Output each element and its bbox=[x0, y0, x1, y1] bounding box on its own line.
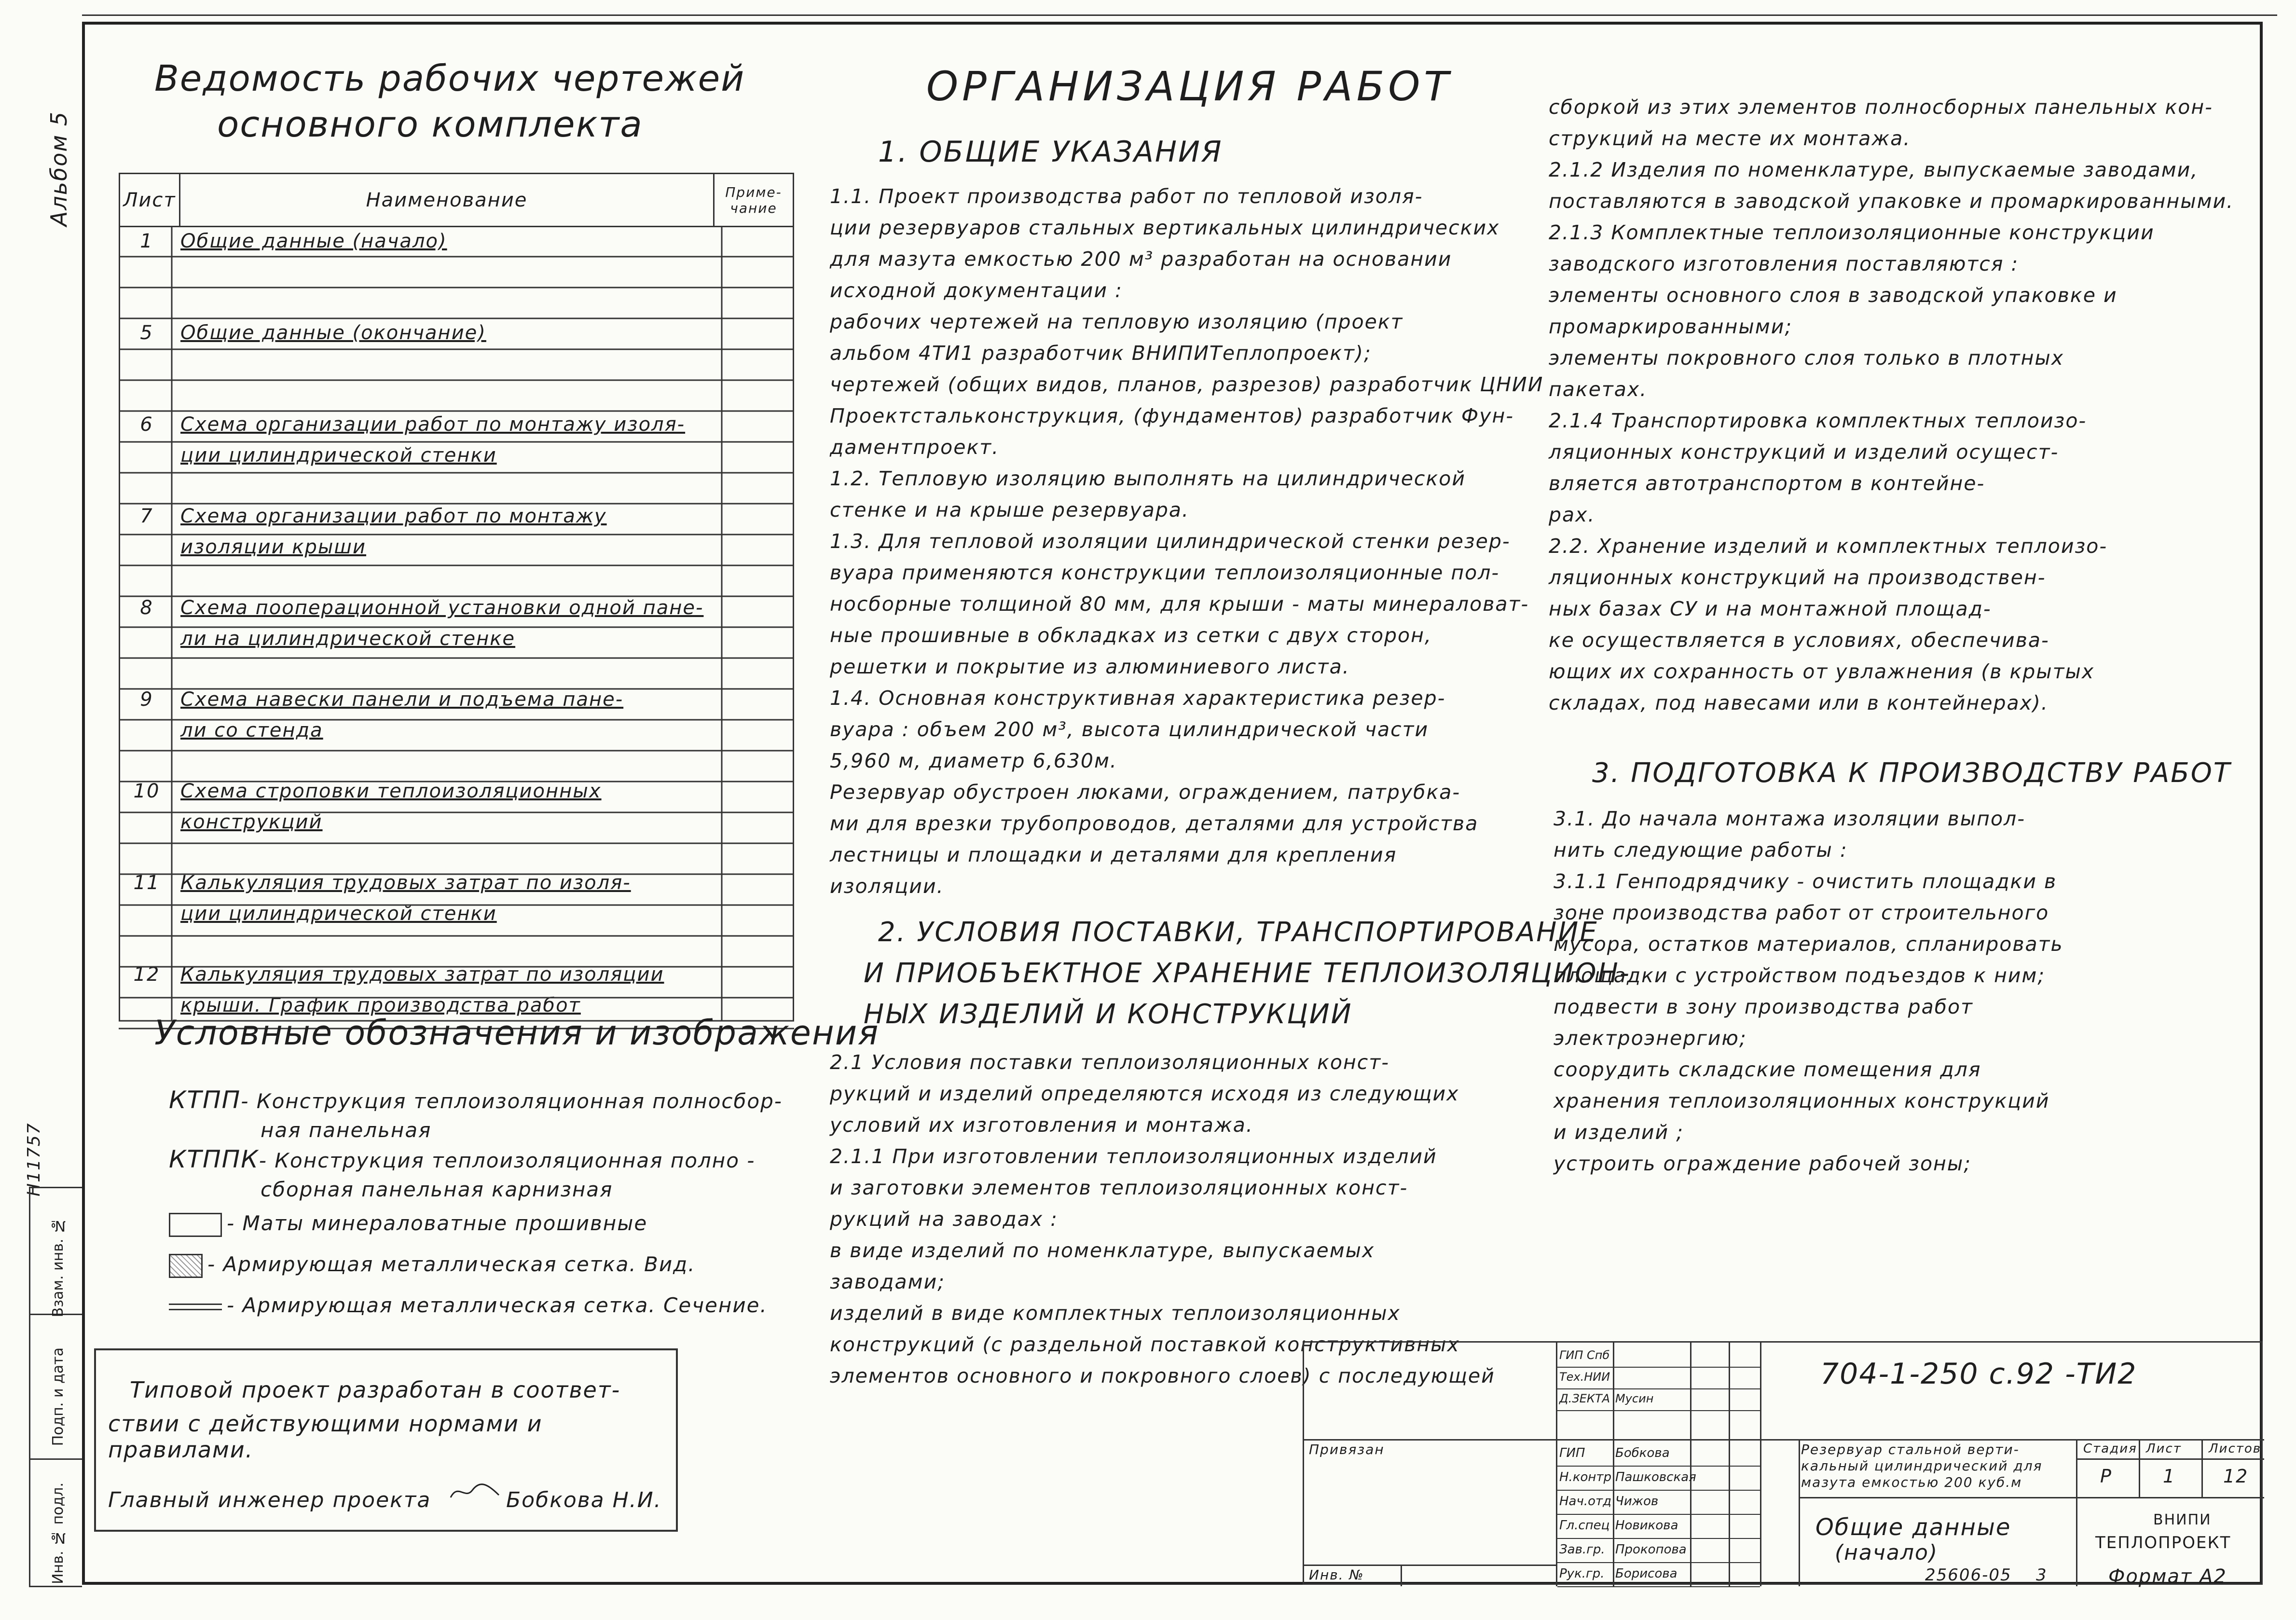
compliance-line-1: Типовой проект разработан в соответ- bbox=[130, 1377, 621, 1403]
text-line: ляционных конструкций на производствен- bbox=[1549, 566, 2046, 589]
stage-label: Стадия bbox=[2083, 1442, 2137, 1456]
signature-row: Гл.спец Новикова bbox=[1557, 1514, 1760, 1539]
text-line: 3.1. До начала монтажа изоляции выпол- bbox=[1554, 807, 2026, 830]
sheet-value: 1 bbox=[2163, 1466, 2176, 1487]
text-line: хранения теплоизоляционных конструкций bbox=[1554, 1089, 2050, 1112]
text-line: изоляции. bbox=[830, 875, 944, 898]
sheet-name-line: изоляции крыши bbox=[180, 536, 367, 558]
text-line: для мазута емкостью 200 м³ разработан на основании bbox=[830, 247, 1452, 271]
strip-label-1: Взам. инв. № bbox=[50, 1217, 67, 1318]
signature-row: ГИП Бобкова bbox=[1557, 1442, 1760, 1467]
section3-heading: 3. ПОДГОТОВКА К ПРОИЗВОДСТВУ РАБОТ bbox=[1592, 757, 2232, 789]
text-line: мусора, остатков материалов, спланировать bbox=[1554, 933, 2063, 956]
text-line: рах. bbox=[1549, 503, 1595, 526]
text-line: 5,960 м, диаметр 6,630м. bbox=[830, 749, 1117, 772]
text-line: ке осуществляется в условиях, обеспечива- bbox=[1549, 629, 2049, 652]
section1-text bbox=[830, 181, 1544, 902]
signature-row: Зав.гр. Прокопова bbox=[1557, 1538, 1760, 1563]
text-line: конструкций (с раздельной поставкой конструктивных bbox=[830, 1333, 1460, 1356]
text-line: ных базах СУ и на монтажной площад- bbox=[1549, 597, 1992, 620]
sheets-label: Листов bbox=[2209, 1442, 2262, 1456]
legend-item-ktppk-cont: сборная панельная карнизная bbox=[261, 1178, 613, 1201]
text-line: заводами; bbox=[830, 1270, 946, 1293]
text-line: и заготовки элементов теплоизоляционных конст- bbox=[830, 1176, 1408, 1199]
legend-list bbox=[169, 1085, 820, 1320]
section3-text bbox=[1554, 803, 2248, 1180]
section2-heading-1: 2. УСЛОВИЯ ПОСТАВКИ, ТРАНСПОРТИРОВАНИЕ bbox=[878, 917, 1598, 948]
text-line: пакетах. bbox=[1549, 378, 1648, 401]
sheet-name-line: Схема организации работ по монтажу изоля- bbox=[180, 413, 686, 436]
sheet-number: 6 bbox=[140, 413, 153, 436]
sheet-name-line: Общие данные (начало) bbox=[180, 230, 447, 252]
stage-value: Р bbox=[2100, 1466, 2112, 1487]
text-line: ции резервуаров стальных вертикальных цилиндрических bbox=[830, 216, 1500, 239]
sheet-name-line: ли со стенда bbox=[180, 719, 323, 741]
inv-label: Инв. № bbox=[1309, 1567, 1364, 1583]
legend-item-mesh-section: - Армирующая металлическая сетка. Сечение. bbox=[169, 1291, 820, 1320]
column3-text bbox=[1549, 92, 2243, 719]
sheet-name-line: Схема организации работ по монтажу bbox=[180, 505, 607, 527]
text-line: струкций на месте их монтажа. bbox=[1549, 127, 1911, 150]
section2-text bbox=[830, 1047, 1515, 1392]
legend-item-mesh-view: - Армирующая металлическая сетка. Вид. bbox=[169, 1250, 820, 1279]
sheet-number: 5 bbox=[140, 322, 153, 344]
text-line: решетки и покрытие из алюминиевого листа. bbox=[830, 655, 1350, 678]
text-line: промаркированными; bbox=[1549, 315, 1793, 338]
sheet-name-line: Калькуляция трудовых затрат по изоляции bbox=[180, 963, 664, 986]
text-line: рабочих чертежей на тепловую изоляцию (проект bbox=[830, 310, 1403, 333]
col-header-sheet: Лист bbox=[120, 174, 180, 227]
left-stamp-strip bbox=[29, 1187, 82, 1587]
text-line: носборные толщиной 80 мм, для крыши - маты минераловат- bbox=[830, 592, 1529, 616]
text-line: вуара : объем 200 м³, высота цилиндрической части bbox=[830, 718, 1429, 741]
text-line: ми для врезки трубопроводов, деталями для устройства bbox=[830, 812, 1479, 835]
sheet-number: 11 bbox=[133, 872, 160, 894]
signature-mark bbox=[448, 1481, 501, 1505]
sheet-title-2: (начало) bbox=[1835, 1540, 1939, 1565]
top-border-line bbox=[82, 14, 2277, 16]
mesh-view-icon bbox=[169, 1254, 203, 1278]
main-title: ОРГАНИЗАЦИЯ РАБОТ bbox=[926, 63, 1453, 110]
legend-item-ktpp: КТПП- Конструкция теплоизоляционная полносбор- bbox=[169, 1086, 783, 1114]
sheet-name-line: Калькуляция трудовых затрат по изоля- bbox=[180, 872, 631, 894]
text-line: вуара применяются конструкции теплоизоляционные пол- bbox=[830, 561, 1500, 584]
text-line: ляционных конструкций и изделий осущест- bbox=[1549, 440, 2059, 464]
sheets-value: 12 bbox=[2223, 1466, 2249, 1487]
col-header-note: Приме-чание bbox=[714, 174, 794, 227]
signature-row: Нач.отд Чижов bbox=[1557, 1490, 1760, 1515]
text-line: сборкой из этих элементов полносборных панельных кон- bbox=[1549, 96, 2213, 119]
section2-heading-2: И ПРИОБЪЕКТНОЕ ХРАНЕНИЕ ТЕПЛОИЗОЛЯЦИОН- bbox=[864, 958, 1631, 989]
text-line: рукций на заводах : bbox=[830, 1208, 1059, 1231]
sheet-label: Лист bbox=[2146, 1442, 2182, 1456]
text-line: рукций и изделий определяются исходя из следующих bbox=[830, 1082, 1459, 1105]
album-label: Альбом 5 bbox=[46, 111, 72, 227]
top-signature-row: ГИП Спб bbox=[1557, 1345, 1760, 1368]
legend-item-ktpp-cont: ная панельная bbox=[261, 1118, 432, 1142]
text-line: нить следующие работы : bbox=[1554, 838, 1848, 862]
format-label: Формат А2 bbox=[2108, 1565, 2227, 1588]
mesh-section-icon bbox=[169, 1304, 222, 1310]
text-line: исходной документации : bbox=[830, 279, 1123, 302]
text-line: складах, под навесами или в контейнерах). bbox=[1549, 691, 2049, 714]
text-line: 2.1.4 Транспортировка комплектных теплоизо- bbox=[1549, 409, 2087, 432]
org-line-2: ТЕПЛОПРОЕКТ bbox=[2095, 1533, 2231, 1552]
text-line: стенке и на крыше резервуара. bbox=[830, 498, 1190, 522]
object-description: Резервуар стальной верти-кальный цилиндрический для мазута емкостью 200 куб.м bbox=[1801, 1442, 2043, 1490]
text-line: ные прошивные в обкладках из сетки с двух сторон, bbox=[830, 624, 1432, 647]
text-line: зоне производства работ от строительного bbox=[1554, 901, 2049, 924]
legend-title: Условные обозначения и изображения bbox=[154, 1013, 880, 1053]
text-line: альбом 4ТИ1 разработчик ВНИПИТеплопроект); bbox=[830, 342, 1372, 365]
strip-label-2: Подп. и дата bbox=[50, 1347, 67, 1446]
text-line: поставляются в заводской упаковке и промаркированными. bbox=[1549, 190, 2234, 213]
text-line: Резервуар обустроен люками, ограждением, патрубка- bbox=[830, 781, 1461, 804]
sheet-name-line: конструкций bbox=[180, 811, 323, 833]
text-line: элементов основного и покровного слоев) с последующей bbox=[830, 1364, 1495, 1387]
sheet-name-line: ции цилиндрической стенки bbox=[180, 903, 497, 925]
text-line: 1.3. Для тепловой изоляции цилиндрической стенки резер- bbox=[830, 530, 1511, 553]
signer-name: Бобкова Н.И. bbox=[506, 1488, 662, 1512]
org-line-1: ВНИПИ bbox=[2153, 1511, 2212, 1528]
top-signature-row: Тех.НИИ bbox=[1557, 1367, 1760, 1389]
text-line: подвести в зону производства работ bbox=[1554, 995, 1974, 1018]
sheet-table-grid bbox=[119, 226, 794, 1051]
sheet-list-title-2: основного комплекта bbox=[217, 104, 643, 145]
sheet-name-line: ции цилиндрической стенки bbox=[180, 444, 497, 467]
sheet-number: 8 bbox=[140, 597, 153, 619]
mat-symbol-icon bbox=[169, 1213, 222, 1237]
text-line: соорудить складские помещения для bbox=[1554, 1058, 1981, 1081]
text-line: 2.1 Условия поставки теплоизоляционных конст- bbox=[830, 1051, 1390, 1074]
sheet-list-title-1: Ведомость рабочих чертежей bbox=[154, 58, 745, 99]
text-line: 2.1.3 Комплектные теплоизоляционные конструкции bbox=[1549, 221, 2155, 244]
top-signature-row: Д.ЗЕКТА Мусин bbox=[1557, 1388, 1760, 1411]
sheet-number: 1 bbox=[140, 230, 153, 252]
signature-caption: Главный инженер проекта bbox=[108, 1488, 431, 1512]
signature-row: Рук.гр. Борисова bbox=[1557, 1562, 1760, 1587]
compliance-line-2: ствии с действующими нормами и правилами. bbox=[108, 1411, 543, 1463]
text-line: условий их изготовления и монтажа. bbox=[830, 1113, 1253, 1137]
sheet-name-line: Общие данные (окончание) bbox=[180, 322, 486, 344]
text-line: элементы основного слоя в заводской упаковке и bbox=[1549, 284, 2117, 307]
signature-row: Н.контр Пашковская bbox=[1557, 1466, 1760, 1491]
text-line: 2.1.1 При изготовлении теплоизоляционных изделий bbox=[830, 1145, 1437, 1168]
text-line: 3.1.1 Генподрядчику - очистить площадки в bbox=[1554, 870, 2057, 893]
col-header-name: Наименование bbox=[180, 174, 714, 227]
sheet-name-line: Схема строповки теплоизоляционных bbox=[180, 780, 602, 802]
text-line: площадки с устройством подъездов к ним; bbox=[1554, 964, 2046, 987]
text-line: элементы покровного слоя только в плотных bbox=[1549, 346, 2064, 370]
text-line: даментпроект. bbox=[830, 436, 1000, 459]
sheet-number: 7 bbox=[140, 505, 153, 527]
text-line: ющих их сохранность от увлажнения (в крытых bbox=[1549, 660, 2095, 683]
sheet-number: 12 bbox=[133, 963, 160, 986]
text-line: лестницы и площадки и деталями для крепления bbox=[830, 843, 1397, 866]
text-line: в виде изделий по номенклатуре, выпускаемых bbox=[830, 1239, 1375, 1262]
text-line: устроить ограждение рабочей зоны; bbox=[1554, 1152, 1972, 1175]
text-line: электроэнергию; bbox=[1554, 1027, 1747, 1050]
compliance-stamp bbox=[94, 1348, 678, 1532]
left-code: Н11757 bbox=[24, 1122, 44, 1196]
title-block bbox=[1303, 1341, 2263, 1585]
sheet-name-line: Схема пооперационной установки одной пане- bbox=[180, 597, 704, 619]
text-line: 1.1. Проект производства работ по тепловой изоля- bbox=[830, 185, 1423, 208]
sheet-title-1: Общие данные bbox=[1815, 1514, 2011, 1541]
strip-label-3: Инв. № подл. bbox=[50, 1483, 67, 1584]
sheet-list-table bbox=[119, 173, 794, 227]
text-line: 1.4. Основная конструктивная характеристика резер- bbox=[830, 686, 1446, 710]
sheet-name-line: ли на цилиндрической стенке bbox=[180, 628, 516, 650]
section1-heading: 1. ОБЩИЕ УКАЗАНИЯ bbox=[878, 135, 1223, 169]
text-line: 2.1.2 Изделия по номенклатуре, выпускаемые заводами, bbox=[1549, 158, 2199, 181]
sheet-number: 9 bbox=[140, 688, 153, 711]
sheet-name-line: Схема навески панели и подъема пане- bbox=[180, 688, 624, 711]
section2-heading-3: НЫХ ИЗДЕЛИЙ И КОНСТРУКЦИЙ bbox=[864, 999, 1353, 1030]
attached-label: Привязан bbox=[1309, 1442, 1385, 1457]
text-line: и изделий ; bbox=[1554, 1121, 1684, 1144]
document-code: 704-1-250 с.92 -ТИ2 bbox=[1820, 1357, 2137, 1391]
sheet-name-line: крыши. График производства работ bbox=[180, 994, 581, 1016]
legend-item-mats: - Маты минераловатные прошивные bbox=[169, 1209, 820, 1238]
text-line: чертежей (общих видов, планов, разрезов) разработчик ЦНИИ bbox=[830, 373, 1544, 396]
text-line: Проектстальконструкция, (фундаментов) разработчик Фун- bbox=[830, 404, 1514, 427]
text-line: вляется автотранспортом в контейне- bbox=[1549, 472, 1985, 495]
text-line: 2.2. Хранение изделий и комплектных теплоизо- bbox=[1549, 535, 2108, 558]
text-line: изделий в виде комплектных теплоизоляционных bbox=[830, 1302, 1401, 1325]
text-line: 1.2. Тепловую изоляцию выполнять на цилиндрической bbox=[830, 467, 1466, 490]
sheet-number: 10 bbox=[133, 780, 160, 802]
footer-number: 25606-05 bbox=[1925, 1565, 2012, 1585]
legend-item-ktppk: КТППК- Конструкция теплоизоляционная полно - bbox=[169, 1145, 756, 1173]
footer-digit: 3 bbox=[2036, 1565, 2048, 1585]
text-line: заводского изготовления поставляются : bbox=[1549, 252, 2019, 275]
